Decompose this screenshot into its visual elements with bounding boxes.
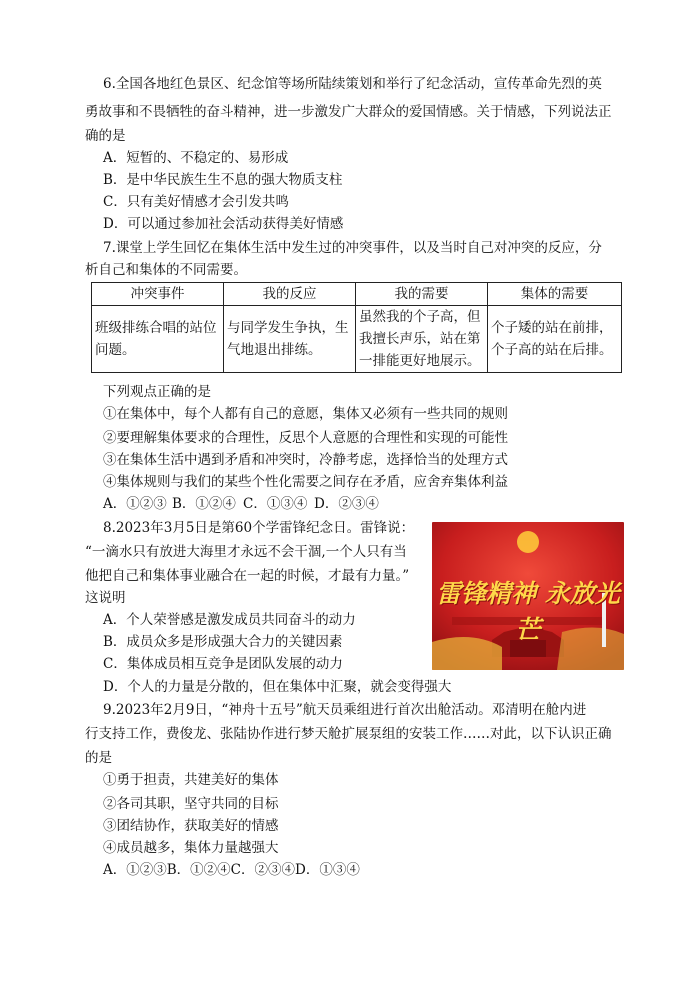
table-cell: 虽然我的个子高，但我擅长声乐，站在第一排能更好地展示。 bbox=[356, 306, 488, 373]
q6-stem-line-1: 6.全国各地红色景区、纪念馆等场所陆续策划和举行了纪念活动，宣传革命先烈的英 bbox=[103, 76, 602, 92]
q9-statement-1: ①勇于担责，共建美好的集体 bbox=[103, 772, 279, 788]
q8-option-c: C．集体成员相互竞争是团队发展的动力 bbox=[103, 656, 343, 672]
q6-option-a: A．短暂的、不稳定的、易形成 bbox=[103, 150, 289, 166]
table-row bbox=[92, 306, 622, 373]
q7-statement-2: ②要理解集体要求的合理性，反思个人意愿的合理性和实现的可能性 bbox=[103, 430, 508, 446]
q7-prompt: 下列观点正确的是 bbox=[103, 384, 211, 400]
table-header-cell: 集体的需要 bbox=[488, 283, 622, 306]
q8-stem-line-4: 这说明 bbox=[85, 590, 126, 606]
q8-option-b: B．成员众多是形成强大合力的关键因素 bbox=[103, 634, 343, 650]
q9-statement-4: ④成员越多，集体力量越强大 bbox=[103, 840, 279, 856]
table-cell: 个子矮的站在前排，个子高的站在后排。 bbox=[488, 306, 622, 373]
q7-statement-3: ③在集体生活中遇到矛盾和冲突时，冷静考虑，选择恰当的处理方式 bbox=[103, 452, 508, 468]
q6-option-b: B．是中华民族生生不息的强大物质支柱 bbox=[103, 172, 343, 188]
q9-statement-2: ②各司其职，坚守共同的目标 bbox=[103, 796, 279, 812]
conflict-table bbox=[91, 282, 622, 373]
q6-option-c: C．只有美好情感才会引发共鸣 bbox=[103, 194, 289, 210]
q7-choice-d: D．②③④ bbox=[314, 496, 379, 512]
table-cell: 与同学发生争执，生气地退出排练。 bbox=[224, 306, 356, 373]
table-cell: 班级排练合唱的站位问题。 bbox=[92, 306, 224, 373]
q8-option-d: D．个人的力量是分散的，但在集体中汇聚，就会变得强大 bbox=[103, 679, 452, 695]
q9-stem-line-2: 行支持工作，费俊龙、张陆协作进行梦天舱扩展泵组的安装工作……对此，以下认识正确 bbox=[85, 726, 612, 742]
q8-stem-line-3: 他把自己和集体事业融合在一起的时候，才最有力量。” bbox=[85, 568, 410, 584]
poster-title: 雷锋精神 永放光芒 bbox=[436, 579, 620, 644]
q9-stem-line-1: 9.2023年2月9日，“神舟十五号”航天员乘组进行首次出舱活动。邓清明在舱内进 bbox=[103, 702, 587, 718]
q9-statement-3: ③团结协作，获取美好的情感 bbox=[103, 818, 279, 834]
q9-stem-line-3: 的是 bbox=[85, 750, 112, 766]
lei-feng-poster bbox=[432, 522, 624, 670]
q6-option-d: D．可以通过参加社会活动获得美好情感 bbox=[103, 216, 344, 232]
table-header-cell: 我的反应 bbox=[224, 283, 356, 306]
q8-stem-line-1: 8.2023年3月5日是第60个学雷锋纪念日。雷锋说： bbox=[103, 520, 415, 536]
q7-stem-line-2: 析自己和集体的不同需要。 bbox=[85, 262, 247, 278]
table-header-cell: 冲突事件 bbox=[92, 283, 224, 306]
emblem-icon bbox=[517, 531, 539, 553]
q7-choice-a: A．①②③ bbox=[103, 496, 167, 512]
q8-option-a: A．个人荣誉感是激发成员共同奋斗的动力 bbox=[103, 612, 356, 628]
q6-stem-line-3: 确的是 bbox=[85, 128, 126, 144]
q7-choice-c: C．①③④ bbox=[243, 496, 308, 512]
q6-stem-line-2: 勇故事和不畏牺牲的奋斗精神，进一步激发广大群众的爱国情感。关于情感，下列说法正 bbox=[85, 104, 612, 120]
q7-stem-line-1: 7.课堂上学生回忆在集体生活中发生过的冲突事件，以及当时自己对冲突的反应，分 bbox=[103, 240, 602, 256]
q7-choice-b: B．①②④ bbox=[172, 496, 236, 512]
q7-statement-4: ④集体规则与我们的某些个性化需要之间存在矛盾，应舍弃集体利益 bbox=[103, 474, 508, 490]
table-header-cell: 我的需要 bbox=[356, 283, 488, 306]
q8-stem-line-2: “一滴水只有放进大海里才永远不会干涸,一个人只有当 bbox=[85, 544, 407, 560]
table-header-row bbox=[92, 283, 622, 306]
q9-choices: A．①②③B．①②④C．②③④D．①③④ bbox=[103, 862, 360, 878]
q7-statement-1: ①在集体中，每个人都有自己的意愿，集体又必须有一些共同的规则 bbox=[103, 406, 508, 422]
